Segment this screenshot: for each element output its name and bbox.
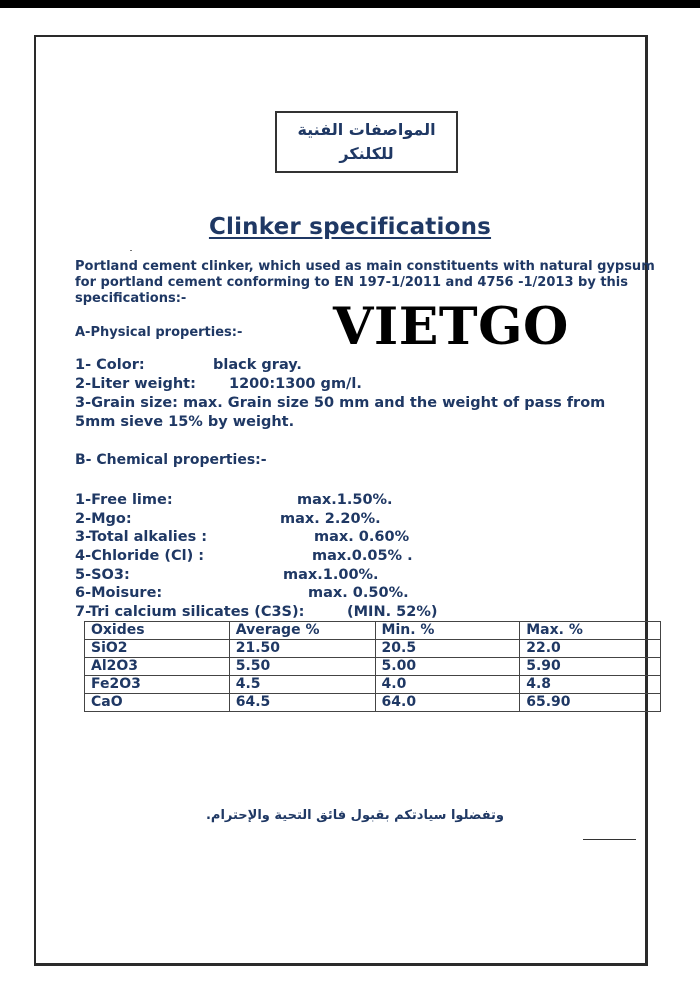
chemical-item <box>75 584 665 603</box>
arabic-title-line1: المواصفات الفنية <box>297 120 436 139</box>
closing-arabic: وتفضلوا سيادتكم بقبول فائق التحية والإحترام. <box>205 808 505 823</box>
table-header-cell: Min. % <box>375 622 520 640</box>
chemical-label: 6-Moisure: <box>75 585 163 602</box>
table-cell: 5.50 <box>229 658 375 676</box>
chemical-value: max. 0.50%. <box>308 585 409 602</box>
physical-label: 2-Liter weight: <box>75 376 196 392</box>
physical-item-color <box>75 356 665 375</box>
table-cell: 21.50 <box>229 640 375 658</box>
chemical-label: 5-SO3: <box>75 566 130 583</box>
chemical-item <box>75 491 665 510</box>
table-cell: Fe2O3 <box>85 676 230 694</box>
oxides-table <box>84 621 661 712</box>
chemical-value: max. 2.20%. <box>280 510 381 527</box>
chemical-label: 4-Chloride (Cl) : <box>75 548 205 565</box>
chemical-item <box>75 603 665 622</box>
physical-item-liter-weight <box>75 375 665 394</box>
physical-item-grain-size <box>75 394 665 413</box>
intro-paragraph: Portland cement clinker, which used as main constituents with natural gypsum for portland cement conforming to EN 197-1/2011 and 4756 -1/2013 by this specifications:- <box>75 259 655 306</box>
chemical-label: 7-Tri calcium silicates (C3S): <box>75 604 305 621</box>
document-title: Clinker specifications <box>208 214 492 240</box>
table-row <box>85 658 661 676</box>
table-header-cell: Max. % <box>520 622 661 640</box>
table-cell: 22.0 <box>520 640 661 658</box>
chemical-label: 3-Total alkalies : <box>75 529 208 546</box>
chemical-value: (MIN. 52%) <box>347 604 438 621</box>
chemical-label: 2-Mgo: <box>75 510 132 527</box>
physical-label: 1- Color: <box>75 357 145 373</box>
chemical-item <box>75 566 665 585</box>
physical-heading: A-Physical properties:- <box>75 325 243 340</box>
chemical-value: max.0.05% . <box>312 548 413 565</box>
physical-label: 5mm sieve 15% by weight. <box>75 414 295 430</box>
table-row <box>85 676 661 694</box>
stray-mark <box>130 250 132 251</box>
table-row <box>85 694 661 712</box>
page <box>0 8 700 991</box>
table-header-row <box>85 622 661 640</box>
physical-properties-list <box>75 356 665 432</box>
table-cell: 5.00 <box>375 658 520 676</box>
chemical-item <box>75 528 665 547</box>
chemical-properties-list <box>75 491 665 622</box>
physical-label: 3-Grain size: max. Grain size 50 mm and the weight of pass from <box>75 395 606 411</box>
table-cell: SiO2 <box>85 640 230 658</box>
table-header-cell: Average % <box>229 622 375 640</box>
table-cell: 20.5 <box>375 640 520 658</box>
table-cell: 65.90 <box>520 694 661 712</box>
signature-line <box>583 839 636 840</box>
physical-item-grain-size-cont <box>75 413 665 432</box>
physical-value: black gray. <box>213 357 302 373</box>
table-cell: 4.5 <box>229 676 375 694</box>
chemical-value: max.1.50%. <box>297 492 393 508</box>
table-cell: 64.0 <box>375 694 520 712</box>
table-header-cell: Oxides <box>85 622 230 640</box>
table-cell: 64.5 <box>229 694 375 712</box>
chemical-value: max. 0.60% <box>314 529 410 546</box>
table-row <box>85 640 661 658</box>
chemical-item <box>75 510 665 529</box>
chemical-heading: B- Chemical properties:- <box>75 452 267 468</box>
document-title-wrap <box>0 214 700 240</box>
table-cell: 4.8 <box>520 676 661 694</box>
watermark-logo: VIETGO <box>333 297 569 357</box>
physical-value: 1200:1300 gm/l. <box>229 376 362 392</box>
table-cell: 4.0 <box>375 676 520 694</box>
arabic-title-line2: للكلنكر <box>339 144 394 163</box>
arabic-title-box <box>275 111 458 173</box>
chemical-value: max.1.00%. <box>283 566 379 583</box>
table-cell: 5.90 <box>520 658 661 676</box>
table-cell: Al2O3 <box>85 658 230 676</box>
table-cell: CaO <box>85 694 230 712</box>
chemical-label: 1-Free lime: <box>75 492 173 508</box>
chemical-item <box>75 547 665 566</box>
